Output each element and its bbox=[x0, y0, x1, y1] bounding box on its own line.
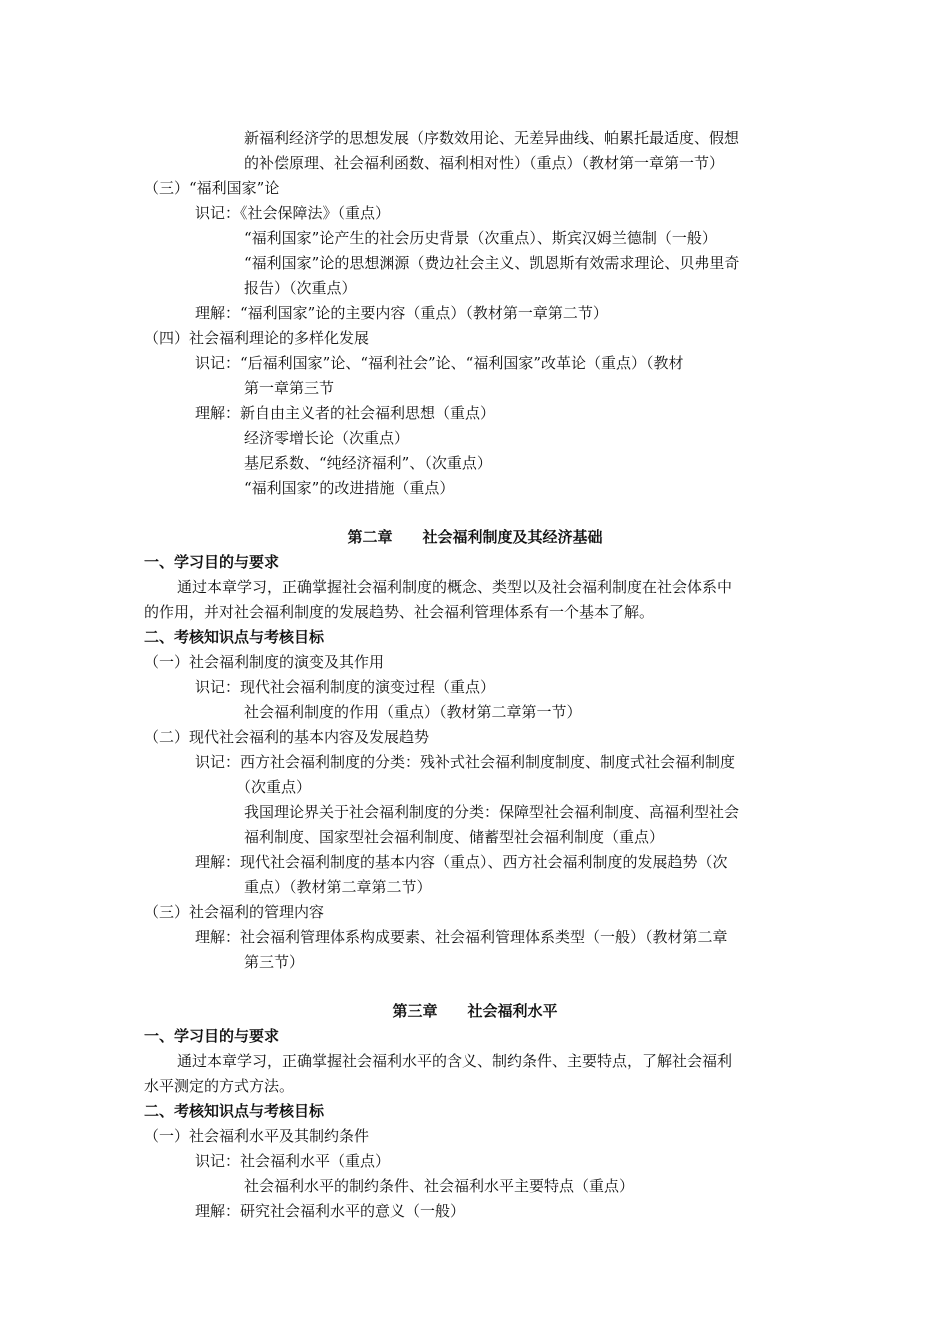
text-line: “福利国家”论产生的社会历史背景（次重点）、斯宾汉姆兰德制（一般） bbox=[244, 229, 717, 247]
text-line: “福利国家”的改进措施（重点） bbox=[244, 479, 455, 497]
text-line: 基尼系数、“纯经济福利”、（次重点） bbox=[244, 454, 492, 472]
text-line: 理解：社会福利管理体系构成要素、社会福利管理体系类型（一般）（教材第二章 bbox=[195, 928, 728, 946]
text-line: 我国理论界关于社会福利制度的分类：保障型社会福利制度、高福利型社会 bbox=[244, 803, 740, 821]
text-line: 报告）（次重点） bbox=[244, 279, 357, 297]
text-line: 识记：《社会保障法》（重点） bbox=[195, 204, 391, 222]
chapter-title: 第三章 社会福利水平 bbox=[392, 1002, 558, 1020]
text-line: 社会福利制度的作用（重点）（教材第二章第一节） bbox=[244, 703, 582, 721]
paragraph-line: 通过本章学习，正确掌握社会福利制度的概念、类型以及社会福利制度在社会体系中 bbox=[177, 578, 733, 596]
text-line: 的补偿原理、社会福利函数、福利相对性）（重点）（教材第一章第一节） bbox=[244, 154, 725, 172]
section-heading: （一）社会福利水平及其制约条件 bbox=[144, 1127, 370, 1145]
text-line: 识记：“后福利国家”论、“福利社会”论、“福利国家”改革论（重点）（教材 bbox=[195, 354, 684, 372]
text-line: 重点）（教材第二章第二节） bbox=[244, 878, 432, 896]
text-line: “福利国家”论的思想渊源（费边社会主义、凯恩斯有效需求理论、贝弗里奇 bbox=[244, 254, 740, 272]
section-heading: 一、学习目的与要求 bbox=[144, 553, 280, 571]
text-line: 第一章第三节 bbox=[244, 379, 335, 397]
text-line: （次重点） bbox=[236, 778, 312, 796]
text-line: 理解：研究社会福利水平的意义（一般） bbox=[195, 1202, 466, 1220]
text-line: 识记：西方社会福利制度的分类：残补式社会福利制度制度、制度式社会福利制度 bbox=[195, 753, 736, 771]
text-line: 识记：现代社会福利制度的演变过程（重点） bbox=[195, 678, 496, 696]
paragraph-line: 水平测定的方式方法。 bbox=[144, 1077, 295, 1095]
text-line: 理解：现代社会福利制度的基本内容（重点）、西方社会福利制度的发展趋势（次 bbox=[195, 853, 728, 871]
section-heading: （三）“福利国家”论 bbox=[144, 179, 280, 197]
text-line: 社会福利水平的制约条件、社会福利水平主要特点（重点） bbox=[244, 1177, 635, 1195]
text-line: 理解：新自由主义者的社会福利思想（重点） bbox=[195, 404, 496, 422]
text-line: 福利制度、国家型社会福利制度、储蓄型社会福利制度（重点） bbox=[244, 828, 665, 846]
text-line: 新福利经济学的思想发展（序数效用论、无差异曲线、帕累托最适度、假想 bbox=[244, 129, 740, 147]
section-heading: （三）社会福利的管理内容 bbox=[144, 903, 325, 921]
section-heading: 二、考核知识点与考核目标 bbox=[144, 1102, 325, 1120]
paragraph-line: 的作用，并对社会福利制度的发展趋势、社会福利管理体系有一个基本了解。 bbox=[144, 603, 655, 621]
section-heading: （一）社会福利制度的演变及其作用 bbox=[144, 653, 385, 671]
text-line: 经济零增长论（次重点） bbox=[244, 429, 410, 447]
text-line: 第三节） bbox=[244, 953, 305, 971]
text-line: 识记：社会福利水平（重点） bbox=[195, 1152, 391, 1170]
section-heading: （四）社会福利理论的多样化发展 bbox=[144, 329, 370, 347]
text-line: 理解：“福利国家”论的主要内容（重点）（教材第一章第二节） bbox=[195, 304, 608, 322]
section-heading: 一、学习目的与要求 bbox=[144, 1027, 280, 1045]
section-heading: 二、考核知识点与考核目标 bbox=[144, 628, 325, 646]
section-heading: （二）现代社会福利的基本内容及发展趋势 bbox=[144, 728, 430, 746]
chapter-title: 第二章 社会福利制度及其经济基础 bbox=[347, 528, 603, 546]
paragraph-line: 通过本章学习，正确掌握社会福利水平的含义、制约条件、主要特点，了解社会福利 bbox=[177, 1052, 733, 1070]
